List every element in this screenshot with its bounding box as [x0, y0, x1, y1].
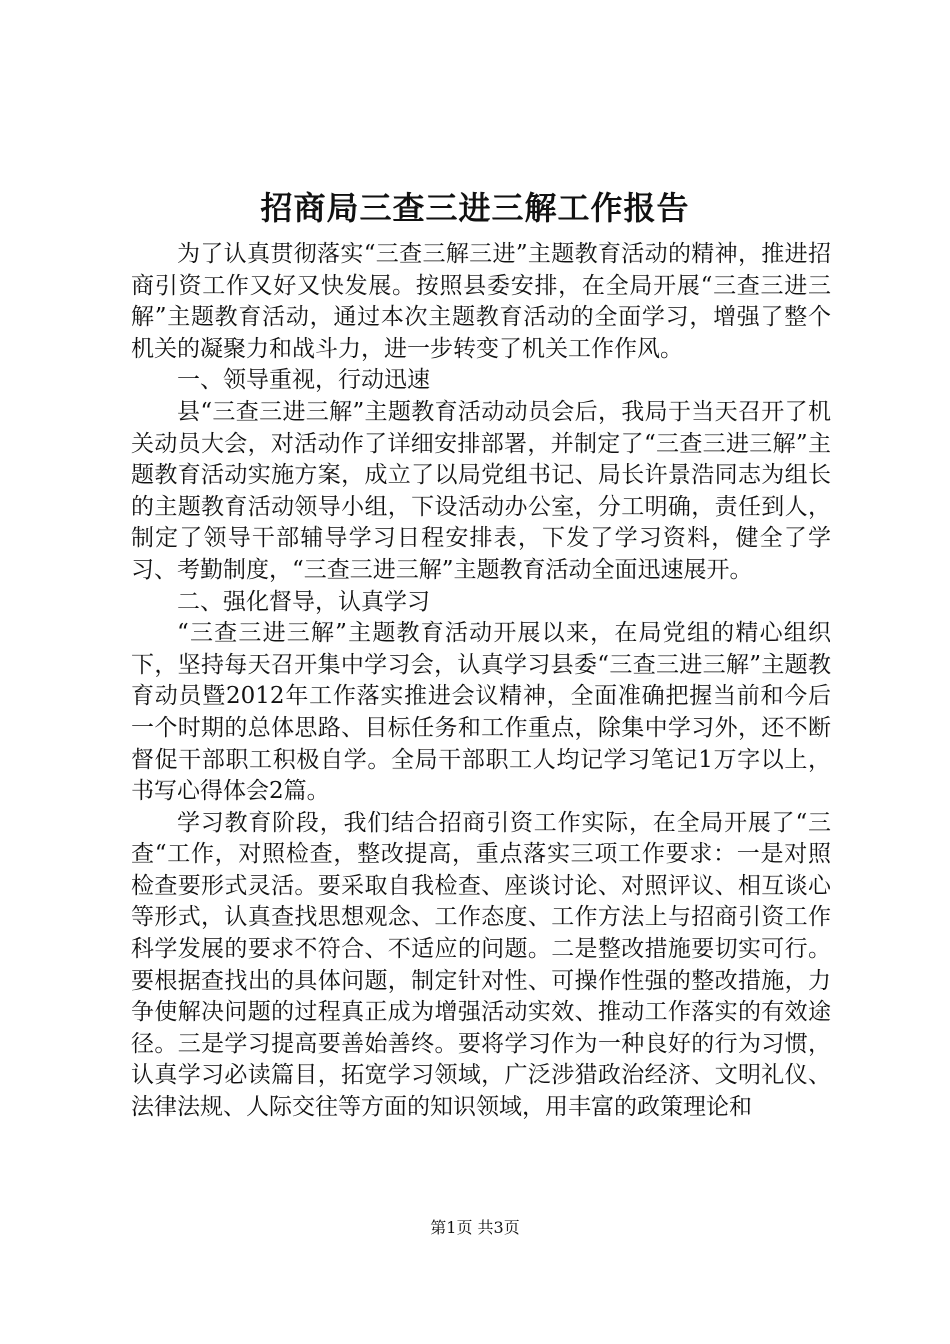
page-number-footer: 第1页 共3页	[430, 1218, 520, 1237]
document-title: 招商局三查三进三解工作报告	[260, 189, 690, 227]
paragraph-study-phase: 学习教育阶段，我们结合招商引资工作实际，在全局开展了“三查“工作，对照检查，整改提高，重点落实三项工作要求：一是对照检查要形式灵活。要采取自我检查、座谈讨论、对照评议、相互谈心等形式，认真查找思想观念、工作态度、工作方法上与招商引资工作科学发展的要求不符合、不适应的问题。二是整改措施要切实可行。要根据查找出的具体问题，制定针对性、可操作性强的整改措施，力争使解决问题的过程真正成为增强活动实效、推动工作落实的有效途径。三是学习提高要善始善终。要将学习作为一种良好的行为习惯，认真学习必读篇目，拓宽学习领域，广泛涉猎政治经济、文明礼仪、法律法规、人际交往等方面的知识领域，用丰富的政策理论和	[131, 809, 831, 1121]
paragraph-intro: 为了认真贯彻落实“三查三解三进”主题教育活动的精神，推进招商引资工作又好又快发展。按照县委安排，在全局开展“三查三进三解”主题教育活动，通过本次主题教育活动的全面学习，增强了整个机关的凝聚力和战斗力，进一步转变了机关工作作风。	[131, 241, 831, 362]
paragraph-section-1: 县“三查三进三解”主题教育活动动员会后，我局于当天召开了机关动员大会，对活动作了详细安排部署，并制定了“三查三进三解”主题教育活动实施方案，成立了以局党组书记、局长许景浩同志为组长的主题教育活动领导小组，下设活动办公室，分工明确，责任到人，制定了领导干部辅导学习日程安排表，下发了学习资料，健全了学习、考勤制度，“三查三进三解”主题教育活动全面迅速展开。	[131, 398, 831, 583]
paragraph-section-2: “三查三进三解”主题教育活动开展以来，在局党组的精心组织下，坚持每天召开集中学习会，认真学习县委“三查三进三解”主题教育动员暨2012年工作落实推进会议精神，全面准确把握当前和今后一个时期的总体思路、目标任务和工作重点，除集中学习外，还不断督促干部职工积极自学。全局干部职工人均记学习笔记1万字以上，书写心得体会2篇。	[131, 620, 831, 805]
document-body	[131, 239, 831, 1124]
section-heading-2: 二、强化督导，认真学习	[177, 588, 430, 615]
section-heading-1: 一、领导重视，行动迅速	[177, 367, 430, 394]
